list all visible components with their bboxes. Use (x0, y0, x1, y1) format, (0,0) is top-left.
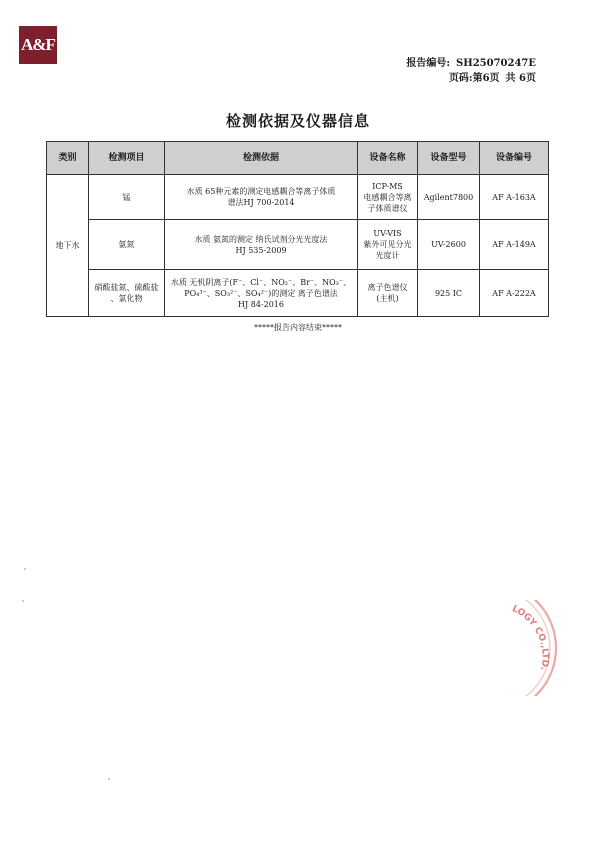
item-cell (89, 270, 165, 317)
page-total: 共 6页 (505, 73, 536, 84)
company-logo (19, 26, 57, 64)
table-row (47, 175, 549, 220)
basis-line: 谱法HJ 700-2014 (227, 198, 295, 207)
device-line: 光度计 (375, 251, 400, 260)
item-line: 硝酸盐氮、硫酸盐 (94, 283, 159, 292)
basis-cell (165, 220, 358, 270)
device-number-cell: AF A-222A (480, 270, 549, 317)
page-title: 检测依据及仪器信息 (225, 112, 370, 130)
device-model-cell: Agilent7800 (418, 175, 480, 220)
basis-line: HJ 84-2016 (238, 299, 284, 309)
basis-line: PO₄³⁻、SO₃²⁻、SO₄²⁻)的测定 离子色谱法 (184, 288, 338, 298)
header-device-number: 设备编号 (480, 142, 549, 175)
category-cell: 地下水 (47, 175, 89, 317)
device-model-cell: 925 IC (418, 270, 480, 317)
report-end-marker: *****报告内容结束***** (254, 323, 342, 332)
device-name-cell (358, 270, 418, 317)
basis-line: HJ 535-2009 (235, 245, 287, 255)
item-line: 、氯化物 (110, 294, 143, 303)
device-line: ICP-MS (372, 181, 403, 191)
report-number-row (406, 56, 536, 71)
table-header-row (47, 142, 549, 175)
report-header (406, 56, 536, 86)
device-number-cell: AF A-149A (480, 220, 549, 270)
device-name-cell (358, 220, 418, 270)
basis-cell (165, 175, 358, 220)
item-cell: 氨氮 (89, 220, 165, 270)
company-seal (500, 600, 572, 696)
device-line: 离子色谱仪 (367, 283, 408, 292)
logo-text: A&F (21, 35, 55, 54)
item-cell: 锰 (89, 175, 165, 220)
page-current: 第6页 (472, 73, 500, 84)
header-device-name: 设备名称 (358, 142, 418, 175)
seal-text: LOGY CO.,LTD. (510, 604, 550, 672)
device-number-cell: AF A-163A (480, 175, 549, 220)
basis-cell (165, 270, 358, 317)
device-line: 子体质谱仪 (367, 203, 408, 213)
report-number-label: 报告编号: (406, 58, 451, 69)
page-label: 页码: (448, 73, 473, 84)
report-number-value: SH25070247E (456, 58, 536, 69)
device-line: (主机) (376, 294, 399, 303)
table-row (47, 270, 549, 317)
table-row (47, 220, 549, 270)
header-basis: 检测依据 (165, 142, 358, 175)
page-number-row (406, 71, 536, 86)
header-device-model: 设备型号 (418, 142, 480, 175)
device-line: 电感耦合等离 (363, 192, 412, 202)
device-line: 紫外可见分光 (363, 240, 412, 249)
device-model-cell: UV-2600 (418, 220, 480, 270)
basis-line: 水质 无机阴离子(F⁻、Cl⁻、NO₂⁻、Br⁻、NO₃⁻、 (170, 277, 352, 287)
header-category: 类别 (47, 142, 89, 175)
header-item: 检测项目 (89, 142, 165, 175)
basis-line: 水质 氨氮的测定 纳氏试剂分光光度法 (194, 234, 328, 244)
device-line: UV-VIS (373, 229, 402, 238)
scan-speck (22, 600, 24, 602)
basis-line: 水质 65种元素的测定电感耦合等离子体质 (186, 187, 336, 196)
scan-speck (24, 568, 26, 570)
instrument-table (46, 141, 549, 317)
scan-speck (108, 778, 110, 780)
device-name-cell (358, 175, 418, 220)
svg-text:LOGY CO.,LTD. (510, 604, 549, 671)
